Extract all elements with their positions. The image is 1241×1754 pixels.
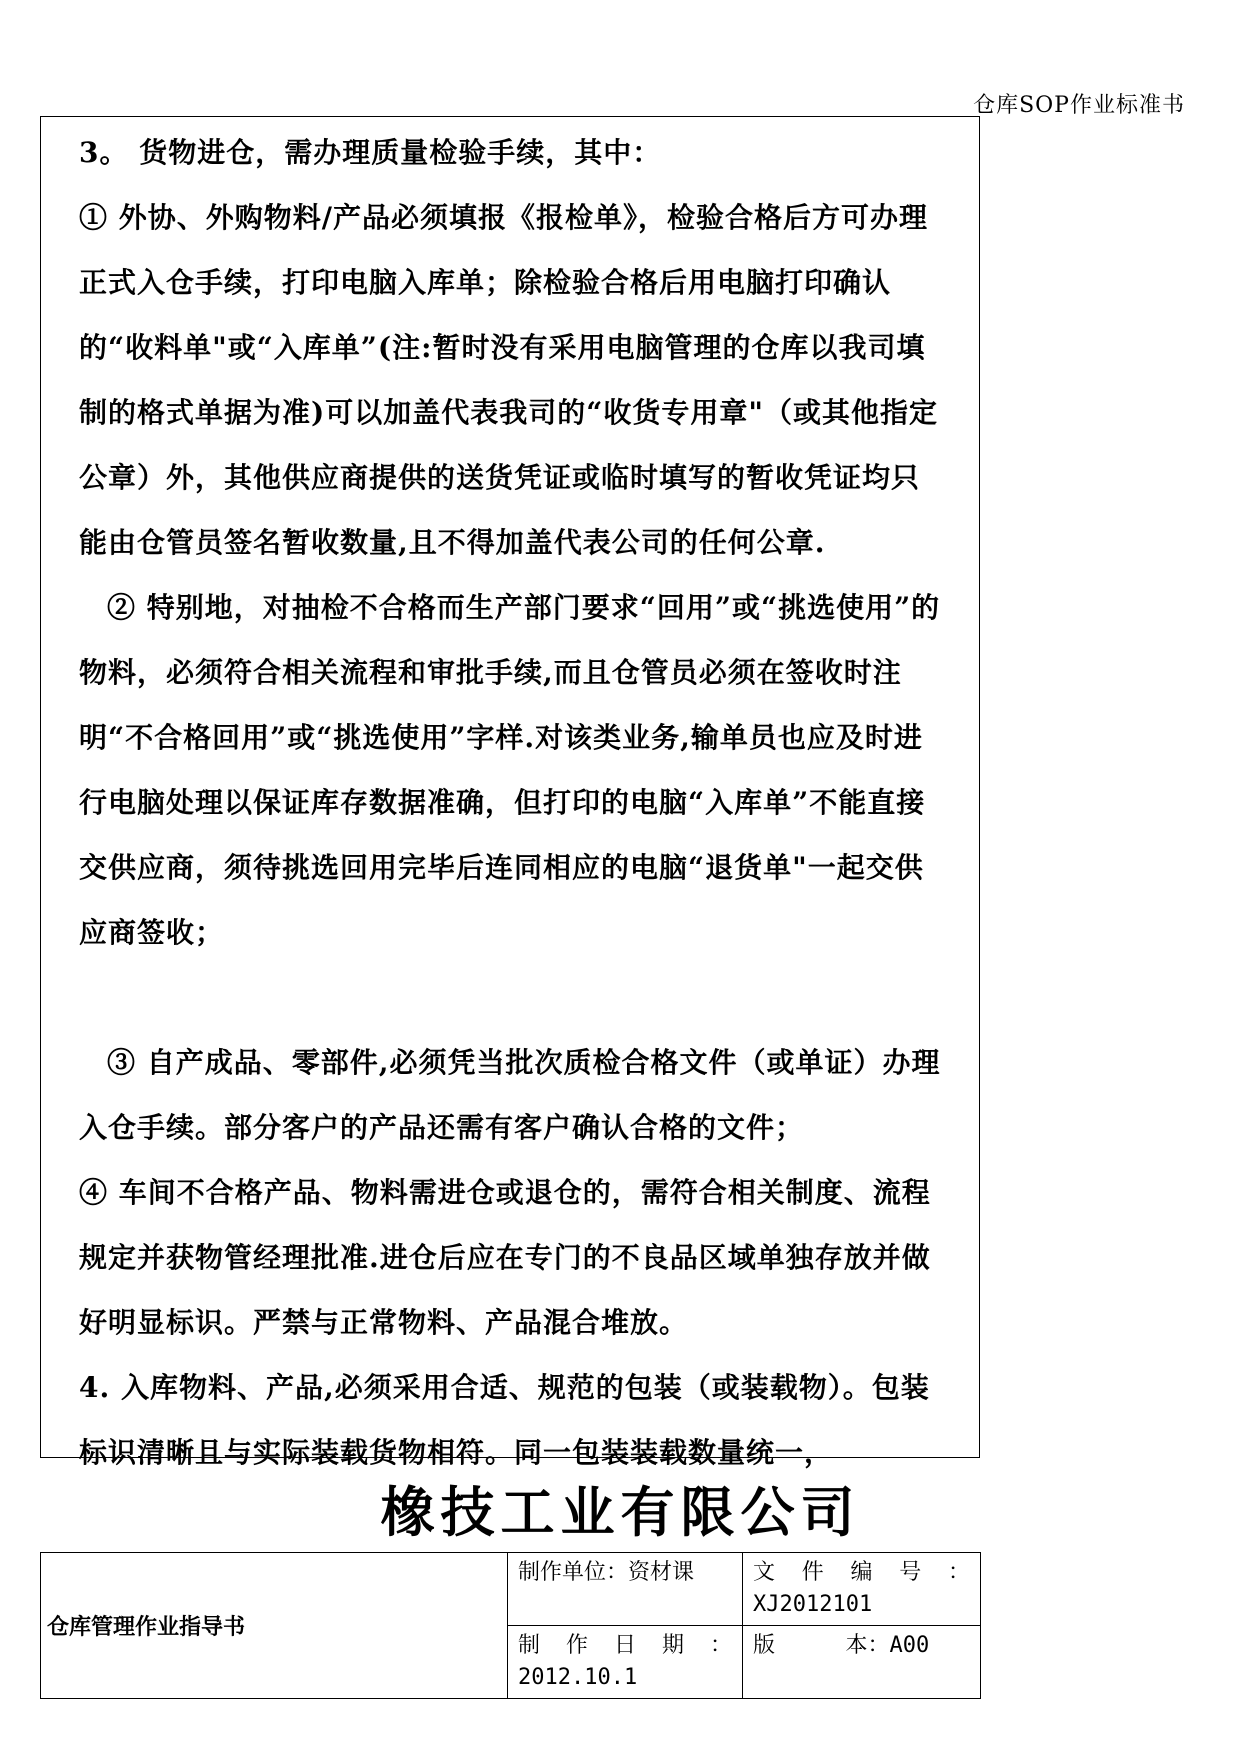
content-box xyxy=(40,116,980,1469)
unit-label: 制作单位：资材课 xyxy=(518,1560,695,1585)
version-label: 版 xyxy=(753,1633,776,1658)
doc-title: 仓库管理作业指导书 xyxy=(41,1553,508,1699)
docno-label-char: 文 xyxy=(753,1560,776,1585)
version-cell xyxy=(743,1626,981,1699)
docno-label-char: 编 xyxy=(850,1560,873,1585)
date-label-char: 制 xyxy=(518,1633,541,1658)
docno-label-char: 号 xyxy=(899,1560,922,1585)
document-info-table xyxy=(40,1552,981,1699)
docno-label-char: 件 xyxy=(801,1560,824,1585)
paragraph-section-4: 4. 入库物料、产品,必须采用合适、规范的包装（或装载物）。包装标识清晰且与实际装载货物相符。同一包装装载数量统一， xyxy=(79,1371,930,1469)
date-label-char: 作 xyxy=(565,1633,588,1658)
docno-label xyxy=(753,1557,970,1589)
paragraph-item-2: ② 特别地，对抽检不合格而生产部门要求“回用”或“挑选使用”的物料，必须符合相关流程和审批手续,而且仓管员必须在签收时注明“不合格回用”或“挑选使用”字样.对该类业务,输单员也应及时进行电脑处理以保证库存数据准确，但打印的电脑“入库单”不能直接交供应商，须待挑选回用完毕后连同相应的电脑“退货单"一起交供应商签收； xyxy=(79,591,941,949)
docno-cell xyxy=(743,1553,981,1626)
paragraph-item-3: ③ 自产成品、零部件,必须凭当批次质检合格文件（或单证）办理入仓手续。部分客户的产品还需有客户确认合格的文件； xyxy=(79,1046,941,1144)
date-cell xyxy=(508,1626,743,1699)
paragraph-item-1: ① 外协、外购物料/产品必须填报《报检单》，检验合格后方可办理正式入仓手续，打印电脑入库单；除检验合格后用电脑打印确认的“收料单"或“入库单”(注:暂时没有采用电脑管理的仓库以我司填制的格式单据为准)可以加盖代表我司的“收货专用章"（或其他指定公章）外，其他供应商提供的送货凭证或临时填写的暂收凭证均只能由仓管员签名暂收数量,且不得加盖代表公司的任何公章. xyxy=(79,201,938,559)
document-header-title: 仓库SOP作业标准书 xyxy=(973,93,1185,118)
date-label xyxy=(518,1630,732,1662)
unit-cell xyxy=(508,1553,743,1626)
paragraph-item-4: ④ 车间不合格产品、物料需进仓或退仓的，需符合相关制度、流程规定并获物管经理批准.进仓后应在专门的不良品区域单独存放并做好明显标识。严禁与正常物料、产品混合堆放。 xyxy=(79,1176,931,1339)
company-name: 橡技工业有限公司 xyxy=(380,1480,861,1544)
date-label-char: 日 xyxy=(613,1633,636,1658)
paragraph-section-3: 3。 货物进仓，需办理质量检验手续，其中： xyxy=(79,136,662,169)
date-value: 2012.10.1 xyxy=(518,1665,638,1690)
version-value: 本：A00 xyxy=(845,1633,930,1658)
docno-label-char: ： xyxy=(947,1560,970,1585)
date-label-char: ： xyxy=(709,1633,732,1658)
date-label-char: 期 xyxy=(661,1633,684,1658)
docno-value: XJ2012101 xyxy=(753,1592,873,1617)
